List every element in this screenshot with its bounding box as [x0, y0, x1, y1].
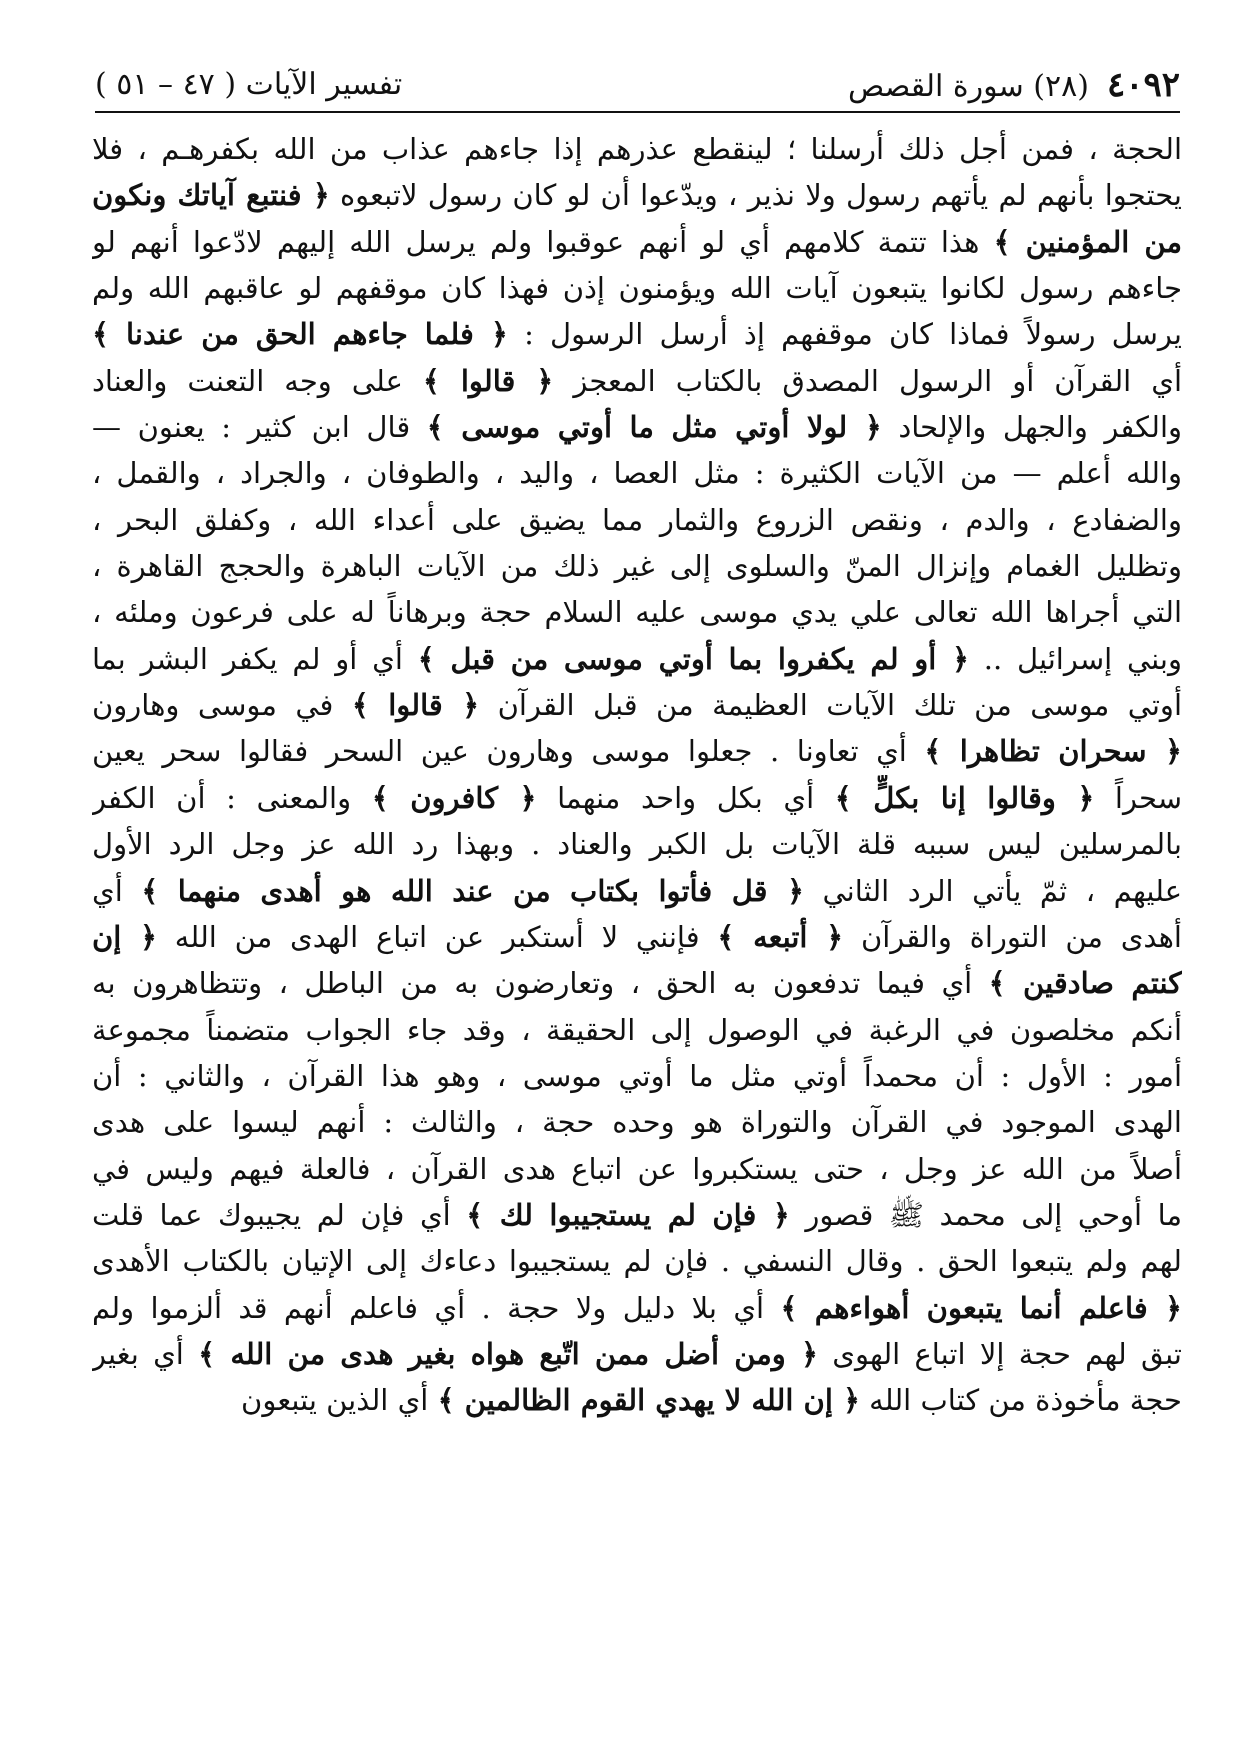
- text-segment: أي القرآن أو الرسول المصدق بالكتاب المعجز: [553, 363, 1182, 398]
- text-segment: هذا تتمة كلامهم أي لو أنهم عوقبوا ولم يرسل الله إليهم لادّعوا أنهم لو: [92, 224, 994, 259]
- text-segment: الهدى الموجود في القرآن والتوراة هو وحده حجة ، والثالث : أنهم ليسوا على هدى: [92, 1105, 1182, 1140]
- text-segment: والله أعلم — من الآيات الكثيرة : مثل العصا ، واليد ، والطوفان ، والجراد ، والقمل ،: [92, 456, 1182, 491]
- text-segment: على وجه التعنت والعناد: [92, 363, 423, 398]
- text-segment: فإنني لا أستكبر عن اتباع الهدى من الله: [157, 919, 718, 954]
- section-title: تفسير الآيات ( ٤٧ – ٥١ ): [95, 67, 403, 102]
- text-line: [92, 126, 1182, 172]
- text-line: [92, 1053, 1182, 1099]
- page-header: [95, 55, 1180, 111]
- text-segment: تبق لهم حجة إلا اتباع الهوى: [817, 1336, 1182, 1371]
- text-line: [92, 960, 1182, 1006]
- text-segment: أي أو لم يكفر البشر بما: [92, 641, 418, 676]
- quranic-quote: ﴿ ومن أضل ممن اتّبع هواه بغير هدى من الله ﴾: [198, 1336, 818, 1371]
- text-segment: جاءهم رسول لكانوا يتبعون آيات الله ويؤمنون إذن فهذا كان موقفهم لو عاقبهم الله ولم: [92, 271, 1182, 306]
- text-segment: وبني إسرائيل ..: [968, 641, 1182, 676]
- quranic-quote: ﴿ إن الله لا يهدي القوم الظالمين ﴾: [437, 1383, 860, 1418]
- text-line: [92, 728, 1182, 774]
- text-segment: سحراً: [1094, 780, 1182, 815]
- text-line: [92, 589, 1182, 635]
- text-segment: والمعنى : أن الكفر: [92, 780, 372, 815]
- quranic-quote: كنتم صادقين ﴾: [988, 966, 1182, 1001]
- quranic-quote: ﴿ وقالوا إنا بكلٍّ ﴾: [834, 780, 1095, 815]
- text-segment: أي بكل واحد منهما: [536, 780, 835, 815]
- text-line: [92, 682, 1182, 728]
- text-segment: أمور : الأول : أن محمداً أوتي مثل ما أوتي موسى ، وهو هذا القرآن ، والثاني : أن: [92, 1058, 1182, 1093]
- text-segment: لهم ولم يتبعوا الحق . وقال النسفي . فإن لم يستجيبوا دعاءك إلى الإتيان بالكتاب الأهدى: [92, 1244, 1182, 1279]
- text-segment: بالمرسلين ليس سببه قلة الآيات بل الكبر والعناد . وبهذا رد الله عز وجل الرد الأول: [92, 827, 1182, 862]
- quranic-quote: ﴿ فاعلم أنما يتبعون أهواءهم ﴾: [780, 1290, 1182, 1325]
- header-right: [848, 65, 1180, 105]
- text-segment: أوتي موسى من تلك الآيات العظيمة من قبل القرآن: [479, 688, 1182, 723]
- text-line: [92, 821, 1182, 867]
- text-segment: يحتجوا بأنهم لم يأتهم رسول ولا نذير ، ويدّعوا أن لو كان رسول لاتبعوه: [329, 178, 1182, 213]
- text-line: [92, 1099, 1182, 1145]
- text-segment: وتظليل الغمام وإنزال المنّ والسلوى إلى غير ذلك من الآيات الباهرة والحجج القاهرة ،: [92, 549, 1182, 584]
- quranic-quote: ﴿ لولا أوتي مثل ما أوتي موسى ﴾: [426, 410, 882, 445]
- text-segment: أي الذين يتبعون: [241, 1383, 438, 1418]
- text-segment: قال ابن كثير : يعنون —: [92, 410, 427, 445]
- quranic-quote: ﴿ قل فأتوا بكتاب من عند الله هو أهدى منهما ﴾: [141, 873, 804, 908]
- quranic-quote: ﴿ فإن لم يستجيبوا لك ﴾: [466, 1197, 790, 1232]
- text-segment: التي أجراها الله تعالى علي يدي موسى عليه السلام حجة وبرهاناً له على فرعون وملئه ،: [92, 595, 1182, 630]
- text-line: [92, 497, 1182, 543]
- quranic-quote: من المؤمنين ﴾: [993, 224, 1182, 259]
- page-number: ٤٠٩٢: [1106, 65, 1180, 105]
- quranic-quote: ﴿ إن: [92, 919, 158, 954]
- text-segment: أي فإن لم يجيبوك عما قلت: [92, 1197, 467, 1232]
- text-line: [92, 404, 1182, 450]
- text-line: [92, 1192, 1182, 1238]
- body-text: [92, 126, 1182, 1424]
- quranic-quote: ﴿ سحران تظاهرا ﴾: [924, 734, 1182, 769]
- text-line: [92, 1285, 1182, 1331]
- text-segment: أصلاً من الله عز وجل ، حتى يستكبروا عن اتباع هدى القرآن ، فالعلة فيهم وليس في: [92, 1151, 1182, 1186]
- text-line: [92, 172, 1182, 218]
- quranic-quote: ﴿ فلما جاءهم الحق من عندنا ﴾: [92, 317, 508, 352]
- quranic-quote: ﴿ فنتبع آياتك ونكون: [92, 178, 330, 213]
- text-line: [92, 543, 1182, 589]
- text-segment: أي بلا دليل ولا حجة . أي فاعلم أنهم قد ألزموا ولم: [92, 1290, 781, 1325]
- text-segment: في موسى وهارون: [92, 688, 352, 723]
- quranic-quote: ﴿ أو لم يكفروا بما أوتي موسى من قبل ﴾: [417, 641, 969, 676]
- text-segment: ما أوحي إلى محمد ﷺ قصور: [789, 1197, 1182, 1232]
- text-line: [92, 1146, 1182, 1192]
- text-segment: أي تعاونا . جعلوا موسى وهارون عين السحر فقالوا سحر يعين: [92, 734, 925, 769]
- quranic-quote: ﴿ أتبعه ﴾: [717, 919, 844, 954]
- text-line: [92, 358, 1182, 404]
- text-segment: أي بغير: [92, 1336, 199, 1371]
- text-line: [92, 1377, 1182, 1423]
- text-segment: يرسل رسولاً فماذا كان موقفهم إذ أرسل الرسول :: [507, 317, 1182, 352]
- text-line: [92, 636, 1182, 682]
- quranic-quote: ﴿ قالوا ﴾: [422, 363, 554, 398]
- text-line: [92, 1331, 1182, 1377]
- text-line: [92, 775, 1182, 821]
- surah-title: (٢٨) سورة القصص: [847, 69, 1089, 104]
- text-segment: حجة مأخوذة من كتاب الله: [859, 1383, 1182, 1418]
- text-line: [92, 914, 1182, 960]
- header-divider: [95, 111, 1180, 113]
- text-segment: والضفادع ، والدم ، ونقص الزروع والثمار مما يضيق على أعداء الله ، وكفلق البحر ،: [92, 502, 1182, 537]
- text-segment: أي فيما تدفعون به الحق ، وتعارضون به من الباطل ، وتتظاهرون به: [92, 966, 989, 1001]
- text-segment: أنكم مخلصون في الرغبة في الوصول إلى الحقيقة ، وقد جاء الجواب متضمناً مجموعة: [92, 1012, 1182, 1047]
- text-line: [92, 311, 1182, 357]
- quranic-quote: ﴿ كافرون ﴾: [371, 780, 537, 815]
- text-line: [92, 1007, 1182, 1053]
- text-line: [92, 1238, 1182, 1284]
- text-line: [92, 219, 1182, 265]
- text-segment: أهدى من التوراة والقرآن: [843, 919, 1182, 954]
- text-segment: الحجة ، فمن أجل ذلك أرسلنا ؛ لينقطع عذرهم إذا جاءهم عذاب من الله بكفرهـم ، فلا: [92, 132, 1182, 166]
- text-segment: والكفر والجهل والإلحاد: [881, 410, 1182, 445]
- text-segment: أي: [92, 873, 142, 908]
- text-segment: عليهم ، ثمّ يأتي الرد الثاني: [803, 873, 1182, 908]
- quranic-quote: ﴿ قالوا ﴾: [351, 688, 480, 723]
- text-line: [92, 868, 1182, 914]
- text-line: [92, 450, 1182, 496]
- text-line: [92, 265, 1182, 311]
